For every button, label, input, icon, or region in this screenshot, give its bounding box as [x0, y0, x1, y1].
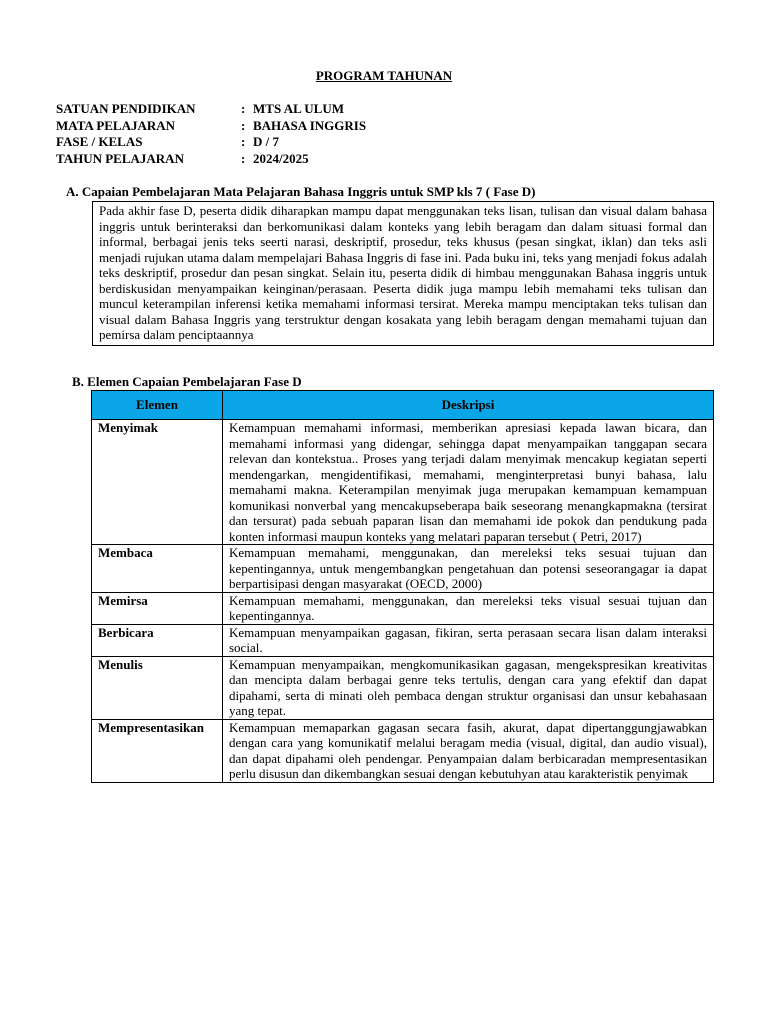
- identity-label: MATA PELAJARAN: [56, 117, 176, 133]
- element-description: Kemampuan memahami, menggunakan, dan mereleksi teks sesuai tujuan dan kepentingannya, untuk mengembangkan pengetahuan dan potensi seseorangagar ia dapat berpartisipasi dengan masyarakat (OECD, 2000): [223, 545, 714, 593]
- element-description: Kemampuan menyampaikan, mengkomunikasikan gagasan, mengekspresikan kreativitas dan mencipta dalam berbagai genre teks tertulis, dengan cara yang efektif dan dapat dipahami, serta di minati oleh pembaca dengan struktur organisasi dan unsur kebahasaan yang tepat.: [223, 656, 714, 719]
- identity-value: BAHASA INGGRIS: [253, 117, 367, 133]
- identity-row: [56, 118, 366, 135]
- identity-row: [56, 101, 366, 118]
- identity-value: D / 7: [253, 134, 279, 149]
- element-name: Mempresentasikan: [92, 719, 223, 782]
- identity-row: [56, 151, 366, 168]
- table-row: [92, 420, 714, 545]
- elements-table: [91, 390, 714, 783]
- column-header-elemen: Elemen: [92, 391, 223, 420]
- identity-colon: :: [241, 101, 246, 116]
- section-b-heading: B. Elemen Capaian Pembelajaran Fase D: [72, 374, 302, 389]
- element-description: Kemampuan memahami informasi, memberikan apresiasi kepada lawan bicara, dan memahami informasi yang didengar, sehingga dapat menyampaikan tanggapan secara relevan dan kontekstua.. Proses yang terjadi dalam menyimak mencakup kegiatan seperti mendengarkan, mengidentifikasi, memahami, menginterpretasi bunyi bahasa, lalu memahami makna. Keterampilan menyimak juga merupakan kemampuan kemampuan komunikasi nonverbal yang mencakupseberapa baik seseorang menangkapmakna (tersirat dan tersurat) pada sebuah paparan lisan dan memahami ide pokok dan pendukung pada konten informasi maupun konteks yang melatari paparan tersebut ( Petri, 2017): [223, 420, 714, 545]
- identity-label: FASE / KELAS: [56, 134, 143, 149]
- identity-label: TAHUN PELAJARAN: [56, 150, 184, 166]
- table-header-row: [92, 391, 714, 420]
- section-a-body: Pada akhir fase D, peserta didik diharapkan mampu dapat menggunakan teks lisan, tulisan dan visual dalam bahasa inggris untuk berinteraksi dan berkomunikasi dalam konteks yang lebih beragam dan dalam situasi formal dan informal, berbagai jenis teks seerti narasi, deskriptif, prosedur, teks khusus (pesan singkat, iklan) dan teks asli menjadi rujukan utama dalam mempelajari Bahasa Inggris di fase ini. Pada buku ini, teks yang menjadi fokus adalah teks deskriptif, prosedur dan pesan singkat. Selain itu, peserta didik di himbau menggunakan Bahasa inggris untuk berdiskusidan menyampaikan keinginan/perasaan. Peserta didik juga mampu lebih memahami teks tulisan dan muncul keterampilan inferensi ketika memahami informasi tersirat. Mereka mampu menciptakan teks tulisan dan visual dalam Bahasa Inggris yang terstruktur dengan kosakata yang lebih beragam dengan memahami tujuan dan pemirsa dalam penciptaannya: [92, 201, 714, 346]
- identity-label: SATUAN PENDIDIKAN: [56, 101, 196, 116]
- identity-colon: :: [241, 117, 246, 133]
- element-description: Kemampuan menyampaikan gagasan, fikiran, serta perasaan secara lisan dalam interaksi social.: [223, 624, 714, 656]
- identity-table: [56, 101, 366, 167]
- element-description: Kemampuan memahami, menggunakan, dan mereleksi teks visual sesuai tujuan dan kepentingannya.: [223, 592, 714, 624]
- identity-colon: :: [241, 134, 246, 149]
- column-header-deskripsi: Deskripsi: [223, 391, 714, 420]
- table-row: [92, 545, 714, 593]
- section-a-heading: A. Capaian Pembelajaran Mata Pelajaran Bahasa Inggris untuk SMP kls 7 ( Fase D): [66, 184, 536, 199]
- identity-colon: :: [241, 150, 246, 166]
- element-description: Kemampuan memaparkan gagasan secara fasih, akurat, dapat dipertanggungjawabkan dengan cara yang komunikatif melalui beragam media (visual, digital, dan audio visual), dan dapat dipahami oleh pendengar. Penyampaian dalam berbicaradan mempresentasikan perlu disusun dan dikembangkan sesuai dengan kebutuhyan atau karakteristik penyimak: [223, 719, 714, 782]
- table-row: [92, 592, 714, 624]
- element-name: Menyimak: [92, 420, 223, 545]
- document-title: PROGRAM TAHUNAN: [315, 68, 453, 83]
- identity-row: [56, 134, 366, 151]
- element-name: Memirsa: [92, 592, 223, 624]
- table-row: [92, 719, 714, 782]
- element-name: Menulis: [92, 656, 223, 719]
- identity-value: 2024/2025: [253, 150, 309, 166]
- element-name: Membaca: [92, 545, 223, 593]
- table-row: [92, 656, 714, 719]
- element-name: Berbicara: [92, 624, 223, 656]
- table-row: [92, 624, 714, 656]
- identity-value: MTS AL ULUM: [253, 101, 345, 116]
